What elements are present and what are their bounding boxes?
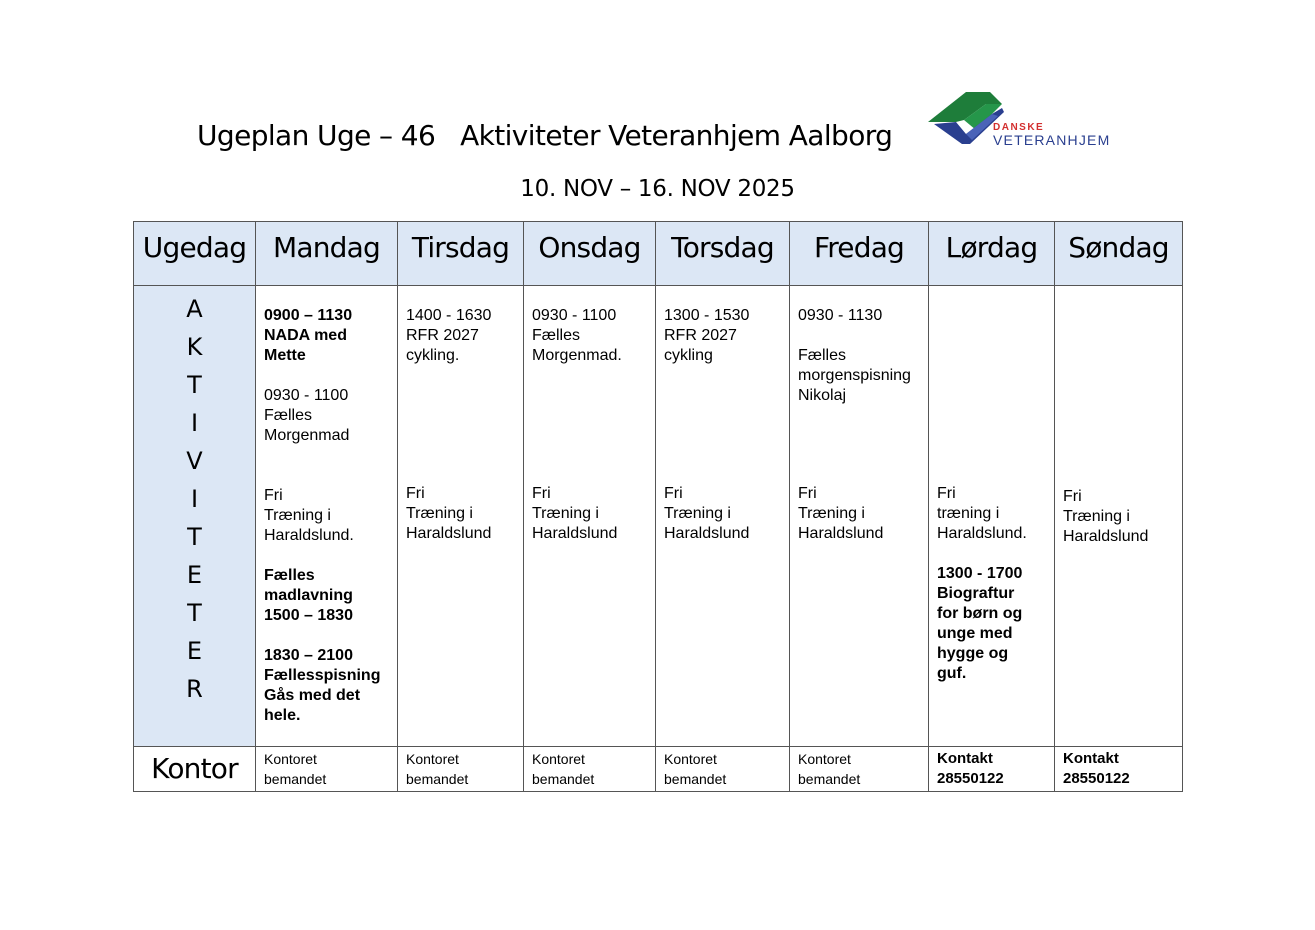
activity-line: Fri [1063,488,1082,505]
aktiviteter-label-cell [134,286,256,747]
activities-tirsdag [398,286,524,747]
activity-line: Fri [264,487,283,504]
kontor-line: Kontakt [937,750,993,767]
activities-mandag [256,286,398,747]
activity-line: Træning i [1063,508,1130,525]
kontor-line: bemandet [406,771,469,787]
activity-line: Haraldslund. [937,525,1027,542]
activity-line: 0900 – 1130 [264,307,353,324]
activities-sondag [1055,286,1183,747]
activity-line: 0930 - 1100 [264,387,349,404]
activity-line: 1300 - 1700 [937,565,1023,582]
kontor-line: bemandet [798,771,861,787]
kontor-sondag [1055,747,1183,792]
activity-line: Nikolaj [798,387,847,404]
kontor-line: bemandet [264,771,327,787]
activity-morgenmad [532,306,647,366]
activity-line: Træning i [798,505,865,522]
activity-rfr-cykling [664,306,781,366]
day-header-label: Søndag [1068,231,1169,264]
kontor-row [134,747,1183,792]
day-header-label: Tirsdag [411,231,510,264]
activity-line: Fælles [798,347,847,364]
kontor-onsdag [524,747,656,792]
day-header-lordag [929,222,1055,286]
activity-line: Fælles [532,327,581,344]
activity-fri-traening [798,484,920,544]
activity-line: Træning i [532,505,599,522]
activity-line: Fri [406,485,425,502]
weekly-plan-table [133,221,1183,792]
activity-line: Morgenmad. [532,347,622,364]
activity-line: Morgenmad [264,427,350,444]
activity-line: Fri [664,485,683,502]
activity-line: Haraldslund. [264,527,354,544]
activity-faellesspisning [264,646,389,726]
label-letter: E [186,561,203,589]
activity-line: unge med [937,625,1013,642]
day-header-sondag [1055,222,1183,286]
kontor-tirsdag [398,747,524,792]
activity-fri-traening [664,484,781,544]
activities-torsdag [656,286,790,747]
activity-time [798,306,920,326]
label-letter: E [186,637,203,665]
logo-text-danske: DANSKE [993,122,1045,133]
activity-line: 1830 – 2100 [264,647,353,664]
activity-line: Fri [532,485,551,502]
activity-line: cykling. [406,347,460,364]
kontor-line: bemandet [532,771,595,787]
day-header-fredag [790,222,929,286]
activity-morgenspisning [798,346,920,406]
kontor-line: 28550122 [937,770,1004,787]
kontor-line: Kontoret [532,751,585,767]
kontor-mandag [256,747,398,792]
page-title: Ugeplan Uge – 46 Aktiviteter Veteranhjem Aalborg [197,119,893,152]
activity-line: Haraldslund [406,525,492,542]
kontor-torsdag [656,747,790,792]
label-letter: A [186,295,203,323]
day-header-label: Mandag [273,231,380,264]
activity-line: 1500 – 1830 [264,607,353,624]
activity-line: træning i [937,505,1000,522]
activity-line: 0930 - 1130 [798,307,883,324]
label-letter: I [190,409,199,437]
activity-line: Haraldslund [798,525,884,542]
day-header-label: Fredag [813,231,905,264]
activity-line: guf. [937,665,967,682]
kontor-fredag [790,747,929,792]
activity-fri-traening [937,484,1046,544]
kontor-line: Kontoret [264,751,317,767]
corner-cell [134,222,256,286]
activity-line: Fælles [264,567,315,584]
activity-line: Haraldslund [664,525,750,542]
day-header-tirsdag [398,222,524,286]
activity-line: Fri [798,485,817,502]
activity-line: Haraldslund [532,525,618,542]
day-header-label: Lørdag [945,231,1038,264]
activity-line: Fælles [264,407,313,424]
kontor-line: Kontakt [1063,750,1119,767]
activities-lordag [929,286,1055,747]
label-letter: I [190,485,199,513]
activity-line: for børn og [937,605,1023,622]
activity-line: morgenspisning [798,367,911,384]
activity-line: Gås med det [264,687,361,704]
day-header-torsdag [656,222,790,286]
activity-line: RFR 2027 [664,327,737,344]
activity-biograftur [937,564,1046,684]
activity-line: Fællesspisning [264,667,381,684]
kontor-line: Kontoret [798,751,851,767]
activity-line: Træning i [406,505,473,522]
day-header-onsdag [524,222,656,286]
label-letter: T [187,523,202,551]
activities-row [134,286,1183,747]
activity-line: Biograftur [937,585,1015,602]
activity-line: Fri [937,485,956,502]
activity-rfr-cykling [406,306,515,366]
label-letter: R [186,675,203,703]
activity-line: hygge og [937,645,1009,662]
activities-onsdag [524,286,656,747]
label-letter: K [186,333,203,361]
day-header-label: Torsdag [671,231,774,264]
activity-line: Haraldslund [1063,528,1149,545]
label-letter: V [186,447,203,475]
activity-fri-traening [532,484,647,544]
activities-fredag [790,286,929,747]
activity-fri-traening [264,486,389,546]
activity-line: hele. [264,707,301,724]
kontor-lordag [929,747,1055,792]
activity-line: 1300 - 1530 [664,307,750,324]
activity-fri-traening [1063,487,1174,547]
activity-line: 1400 - 1630 [406,307,492,324]
activity-line: madlavning [264,587,353,604]
kontor-line: Kontoret [664,751,717,767]
day-header-mandag [256,222,398,286]
header-row [134,222,1183,286]
ugedag-label: Ugedag [142,231,247,264]
day-header-label: Onsdag [538,231,641,264]
label-letter: T [187,371,202,399]
activity-line: RFR 2027 [406,327,479,344]
activity-line: Træning i [664,505,731,522]
activity-line: NADA med [264,327,347,344]
label-letter: T [187,599,202,627]
aktiviteter-vertical-label [134,286,255,708]
activity-line: Mette [264,347,306,364]
activity-madlavning [264,566,389,626]
kontor-label-cell [134,747,256,792]
activity-morgenmad [264,386,389,446]
activity-fri-traening [406,484,515,544]
activity-line: cykling [664,347,713,364]
activity-line: 0930 - 1100 [532,307,617,324]
kontor-line: Kontoret [406,751,459,767]
kontor-line: bemandet [664,771,727,787]
activity-nada [264,306,389,366]
kontor-line: 28550122 [1063,770,1130,787]
logo-text-veteranhjem: VETERANHJEM [993,132,1111,148]
date-range: 10. NOV – 16. NOV 2025 [520,176,795,202]
activity-line: Træning i [264,507,331,524]
kontor-label: Kontor [151,752,238,785]
